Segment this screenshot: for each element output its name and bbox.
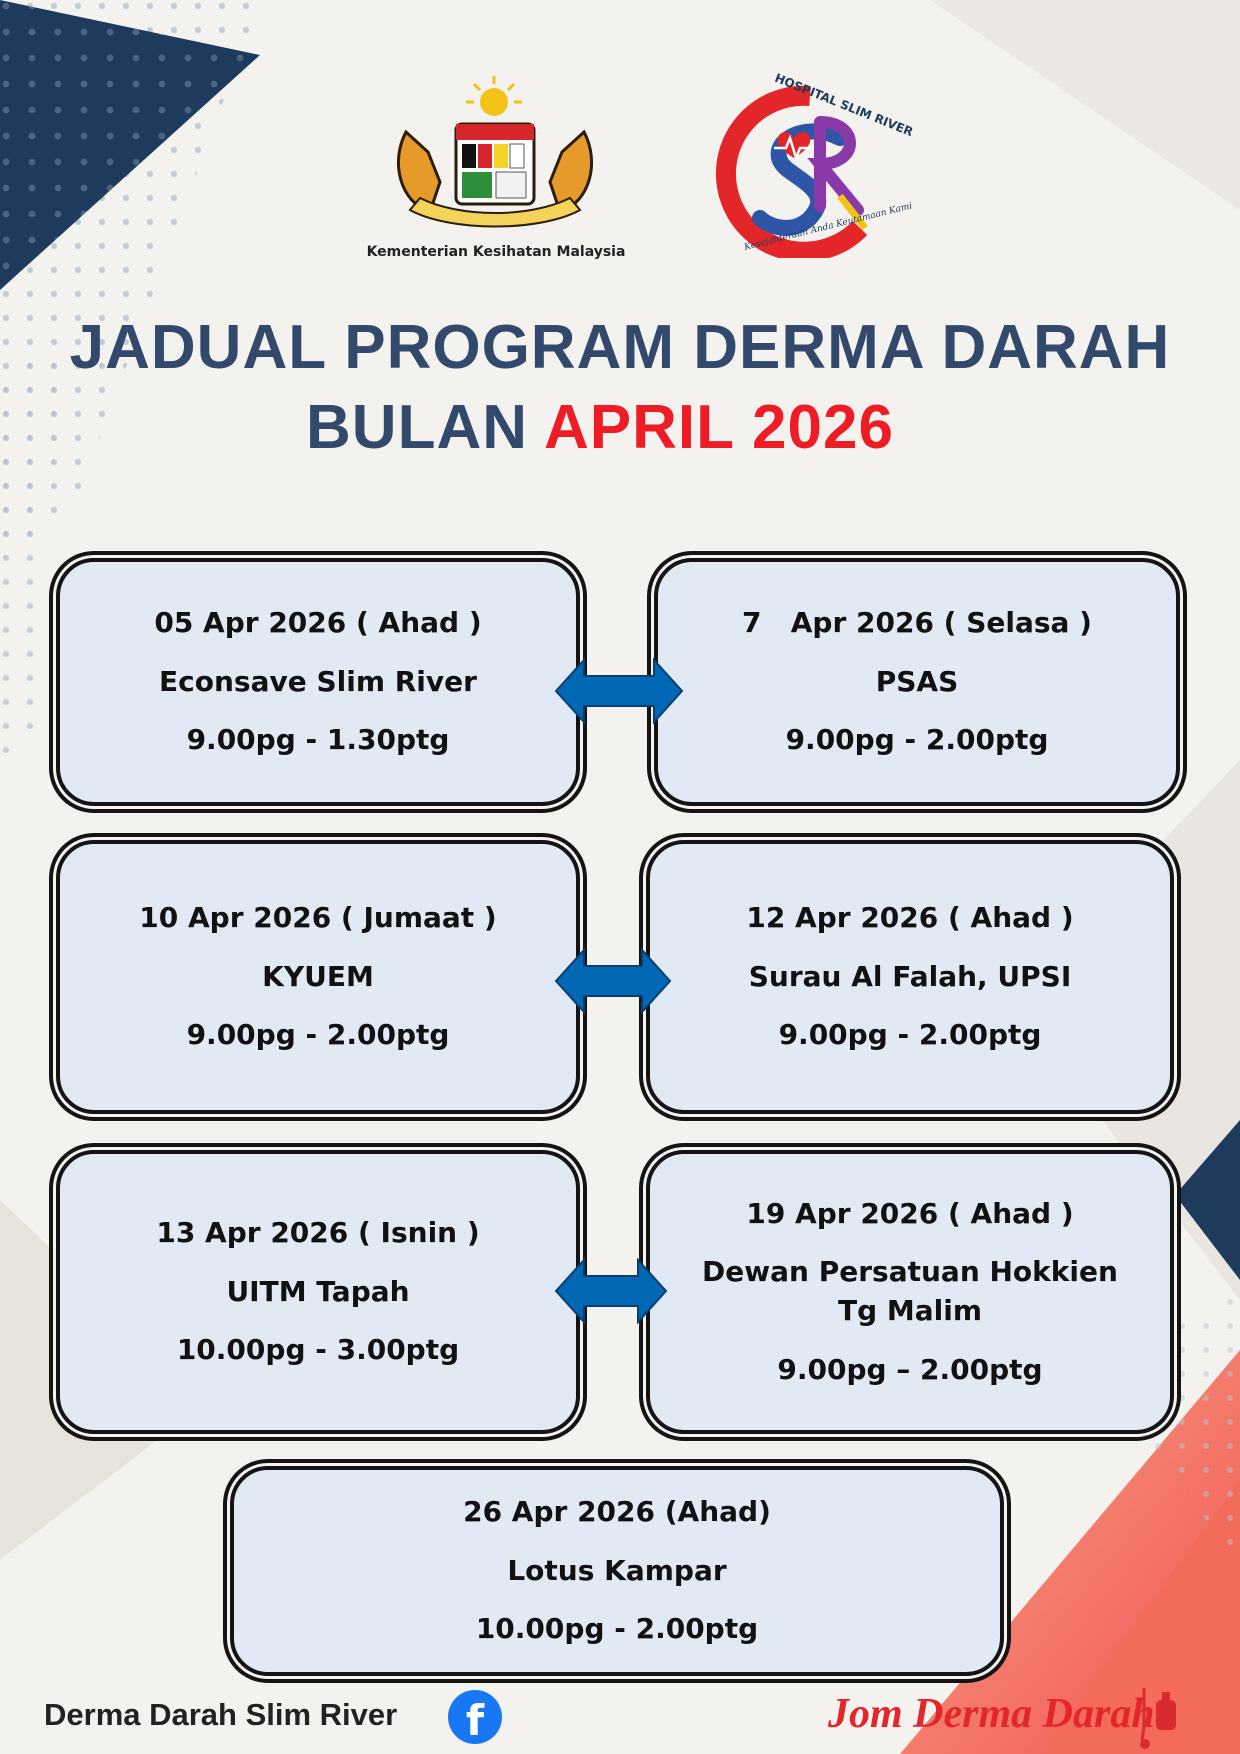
schedule-time: 10.00pg - 3.00ptg	[176, 1333, 460, 1367]
schedule-time: 9.00pg - 1.30ptg	[186, 723, 450, 757]
schedule-time: 10.00pg - 2.00ptg	[475, 1612, 759, 1646]
hospital-ring-text: HOSPITAL SLIM RIVER	[772, 70, 916, 140]
title-month-accent: APRIL 2026	[543, 393, 894, 462]
schedule-place: Econsave Slim River	[159, 664, 477, 698]
page-title-line2	[0, 392, 1220, 463]
schedule-card	[654, 558, 1180, 806]
facebook-page-name[interactable]: Derma Darah Slim River	[44, 1697, 398, 1732]
title-month-prefix: BULAN	[306, 393, 544, 462]
schedule-time: 9.00pg – 2.00ptg	[777, 1352, 1043, 1386]
schedule-date: 26 Apr 2026 (Ahad)	[463, 1495, 771, 1529]
schedule-date: 12 Apr 2026 ( Ahad )	[746, 901, 1074, 935]
schedule-card	[646, 840, 1174, 1114]
schedule-place: KYUEM	[262, 959, 374, 993]
schedule-card	[230, 1466, 1004, 1676]
schedule-place: Dewan Persatuan Hokkien Tg Malim	[702, 1255, 1118, 1327]
schedule-date: 19 Apr 2026 ( Ahad )	[746, 1196, 1074, 1230]
schedule-place: UITM Tapah	[226, 1274, 410, 1308]
facebook-icon[interactable]: f	[448, 1690, 502, 1744]
schedule-card	[56, 1150, 580, 1434]
schedule-date: 10 Apr 2026 ( Jumaat )	[139, 901, 497, 935]
schedule-date: 7 Apr 2026 ( Selasa )	[742, 606, 1092, 640]
kkm-coat-of-arms-logo	[370, 72, 620, 242]
slogan: Jom Derma Darah	[828, 1691, 1155, 1737]
schedule-card	[56, 840, 580, 1114]
blood-bag-icon	[1136, 1684, 1182, 1750]
schedule-card	[646, 1150, 1174, 1434]
schedule-time: 9.00pg - 2.00ptg	[186, 1018, 450, 1052]
schedule-date: 13 Apr 2026 ( Isnin )	[156, 1216, 480, 1250]
double-arrow-icon	[554, 656, 684, 726]
double-arrow-icon	[554, 946, 672, 1016]
schedule-time: 9.00pg - 2.00ptg	[778, 1018, 1042, 1052]
double-arrow-icon	[554, 1256, 668, 1326]
schedule-place: Lotus Kampar	[507, 1553, 727, 1587]
schedule-place: Surau Al Falah, UPSI	[748, 959, 1072, 993]
kkm-label: Kementerian Kesihatan Malaysia	[366, 244, 626, 260]
schedule-date: 05 Apr 2026 ( Ahad )	[154, 606, 482, 640]
schedule-card	[56, 558, 580, 806]
hospital-motto: Kesejahteraan Anda Keutamaan Kami	[743, 201, 914, 253]
schedule-place: PSAS	[875, 664, 959, 698]
page-title-line1: JADUAL PROGRAM DERMA DARAH	[69, 313, 1171, 382]
schedule-time: 9.00pg - 2.00ptg	[785, 723, 1049, 757]
